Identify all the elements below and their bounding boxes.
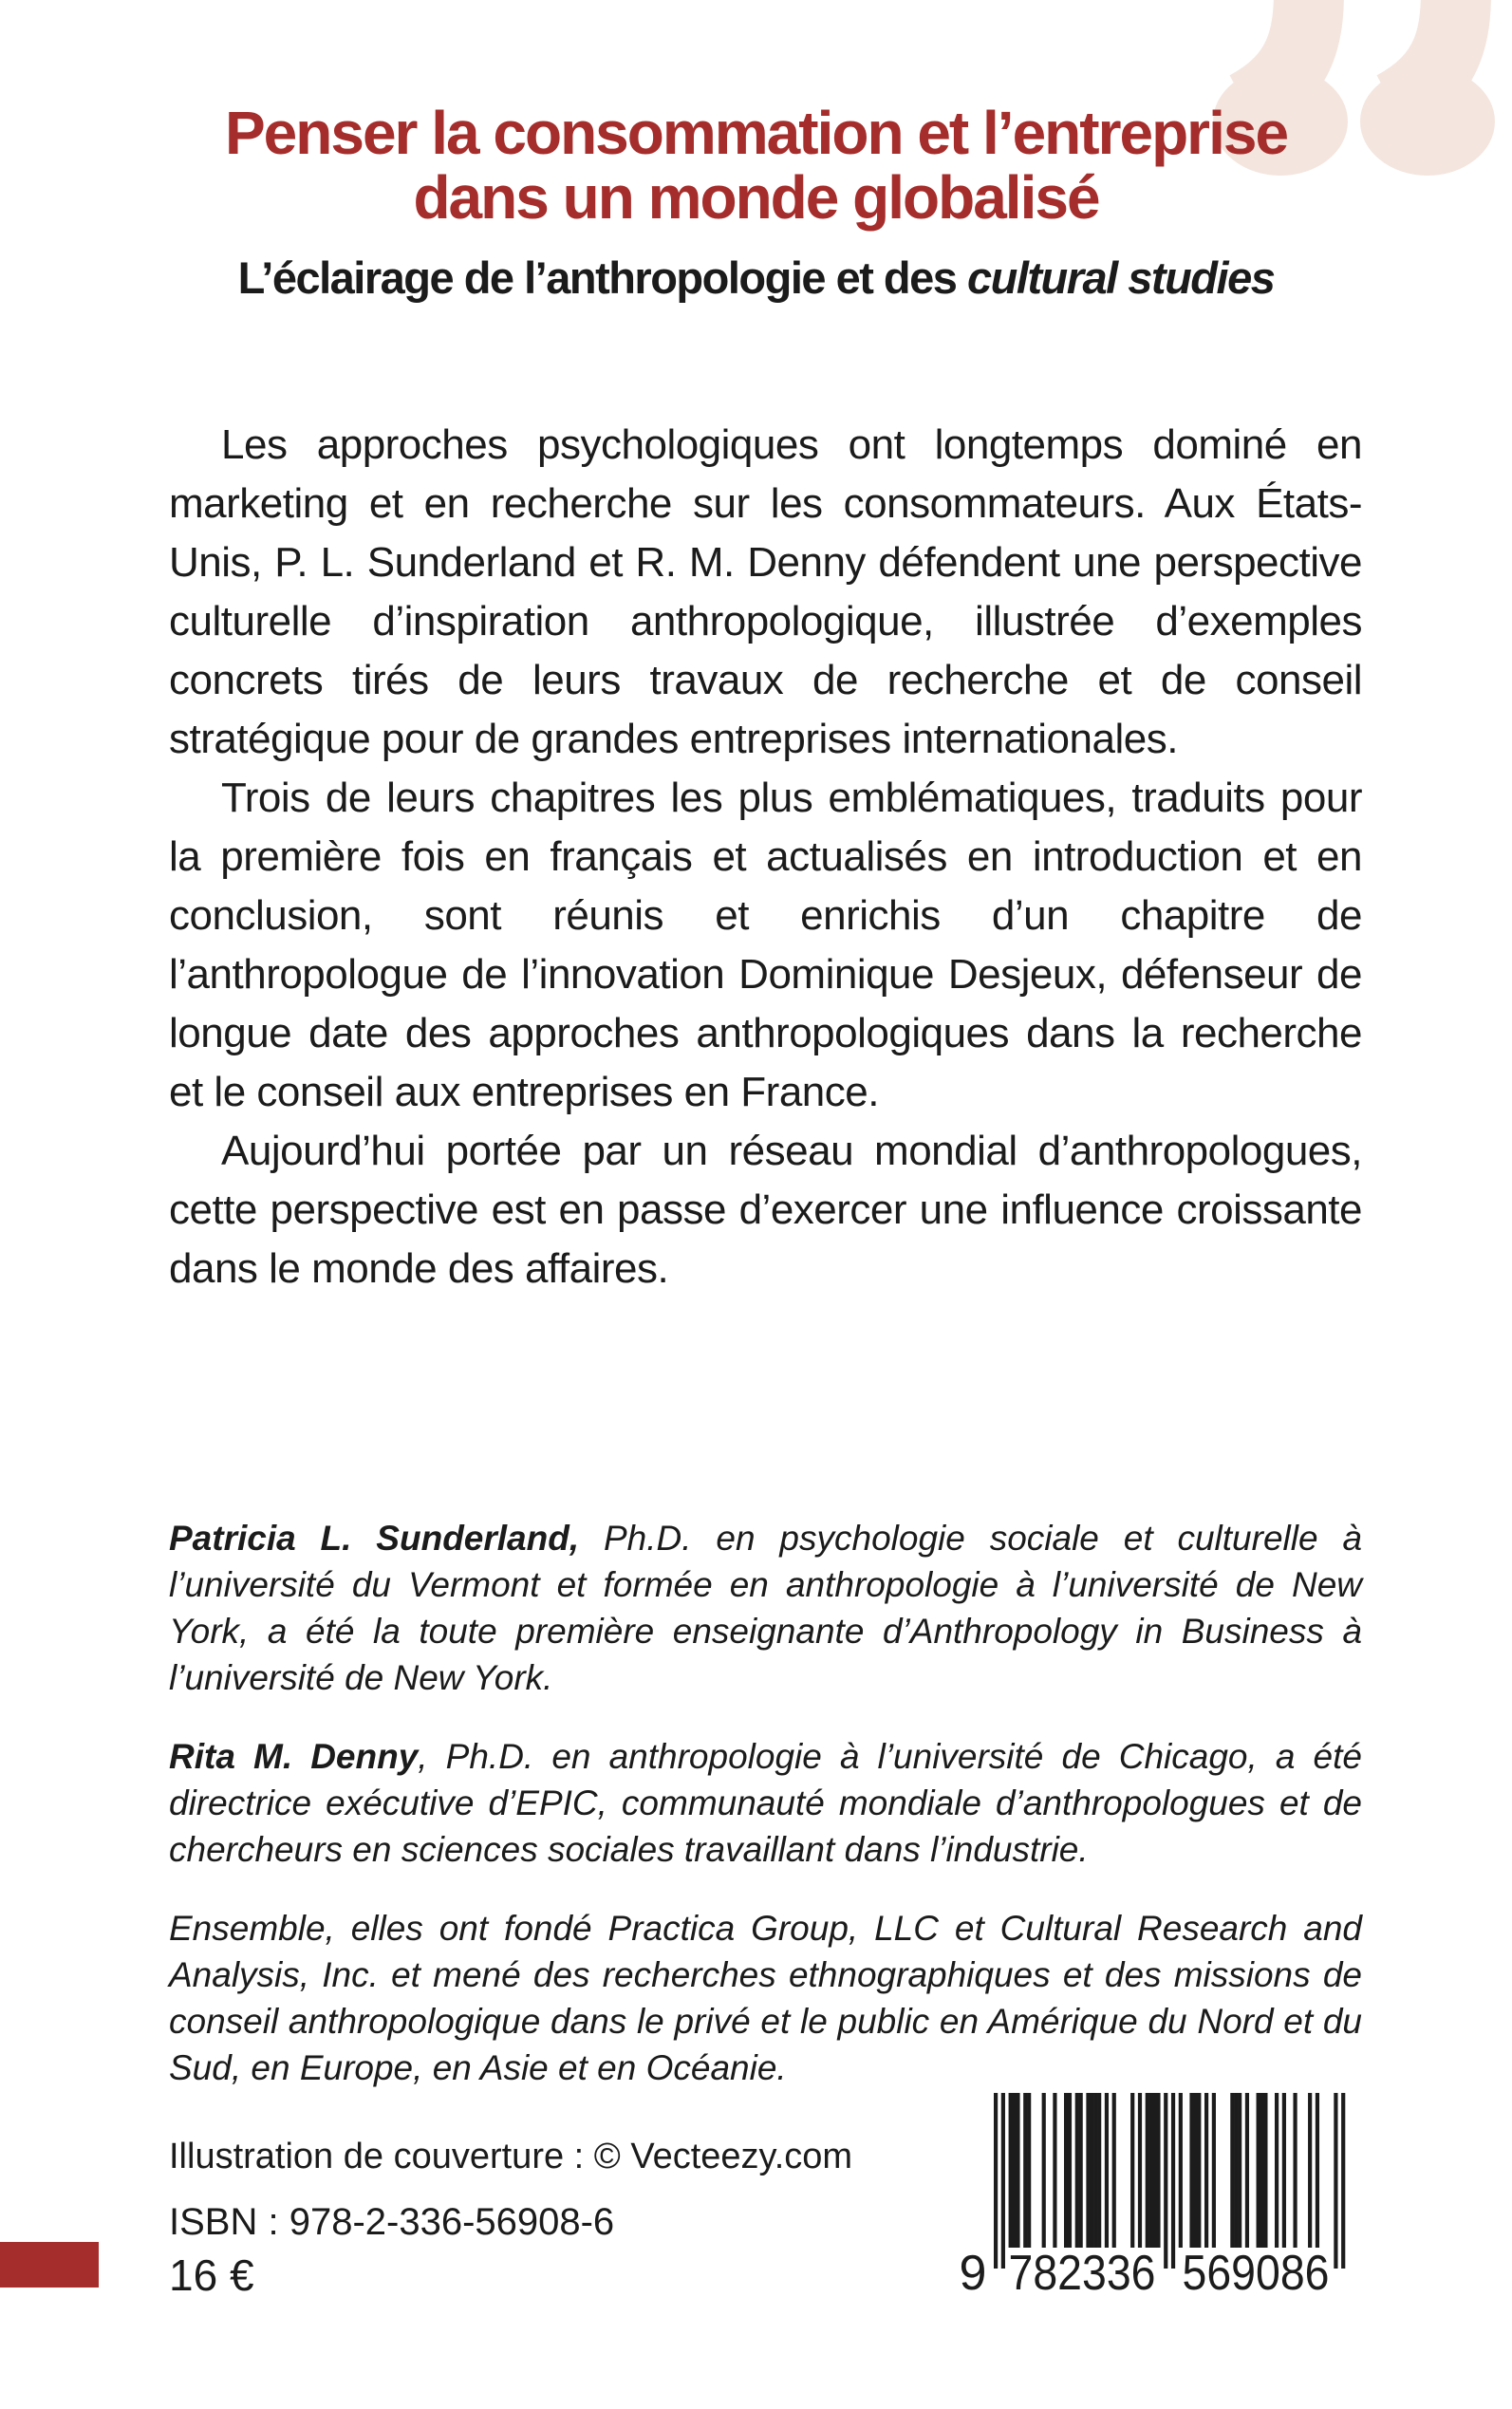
isbn: ISBN : 978-2-336-56908-6: [169, 2201, 615, 2243]
book-title-line-2: dans un monde globalisé: [413, 163, 1099, 232]
book-subtitle: [0, 254, 1512, 302]
book-title-line-1: Penser la consommation et l’entreprise: [224, 99, 1288, 167]
spine-accent-block: [0, 2242, 99, 2288]
author-bio-sunderland-text: Ph.D. en psychologie sociale et culturelle à l’université du Vermont et formée en anthropologie à l’université de New York, a été la toute première enseignante d’Anthropology in Business à l’université de New York.: [169, 1519, 1362, 1697]
author-bio-denny-text: , Ph.D. en anthropologie à l’université de Chicago, a été directrice exécutive d’EPIC, communauté mondiale d’anthropologues et de chercheurs en sciences sociales travaillant dans l’industrie.: [169, 1737, 1362, 1869]
synopsis-paragraph-3: Aujourd’hui portée par un réseau mondial d’anthropologues, cette perspective est en passe d’exercer une influence croissante dans le monde des affaires.: [169, 1128, 1362, 1292]
book-title: [0, 101, 1512, 230]
author-bio-denny: [169, 1733, 1362, 1873]
synopsis-paragraph-1: Les approches psychologiques ont longtemps dominé en marketing et en recherche sur les consommateurs. Aux États-Unis, P. L. Sunderland et R. M. Denny défendent une perspective culturelle d’inspiration anthropologique, illustrée d’exemples concrets tirés de leurs travaux de recherche et de conseil stratégique pour de grandes entreprises internationales.: [169, 421, 1362, 762]
barcode-right-group: 569086: [1182, 2246, 1330, 2294]
author-name-sunderland: Patricia L. Sunderland,: [169, 1519, 580, 1558]
barcode-bars: [994, 2093, 1345, 2269]
subtitle-text: L’éclairage de l’anthropologie et des: [237, 252, 967, 303]
barcode: [949, 2093, 1348, 2294]
synopsis-paragraph-2: Trois de leurs chapitres les plus emblématiques, traduits pour la première fois en français et actualisés en introduction et en conclusion, sont réunis et enrichis d’un chapitre de l’anthropologue de l’innovation Dominique Desjeux, défenseur de longue date des approches anthropologiques dans la recherche et le conseil aux entreprises en France.: [169, 775, 1362, 1115]
synopsis: [169, 416, 1362, 1298]
barcode-left-group: 782336: [1008, 2246, 1156, 2294]
author-name-denny: Rita M. Denny: [169, 1737, 419, 1776]
author-bio-sunderland: [169, 1515, 1362, 1701]
header: [0, 101, 1512, 302]
cover-illustration-credit: Illustration de couverture : © Vecteezy.com: [169, 2137, 853, 2176]
author-bios: [169, 1515, 1362, 2123]
authors-joint-bio-text: Ensemble, elles ont fondé Practica Group, LLC et Cultural Research and Analysis, Inc. et mené des recherches ethnographiques et des missions de conseil anthropologique dans le privé et le public en Amérique du Nord et du Sud, en Europe, en Asie et en Océanie.: [169, 1909, 1362, 2087]
barcode-digit-first: 9: [959, 2246, 987, 2294]
subtitle-italic-phrase: cultural studies: [966, 252, 1275, 303]
authors-joint-bio: [169, 1905, 1362, 2091]
price: 16 €: [169, 2250, 254, 2300]
